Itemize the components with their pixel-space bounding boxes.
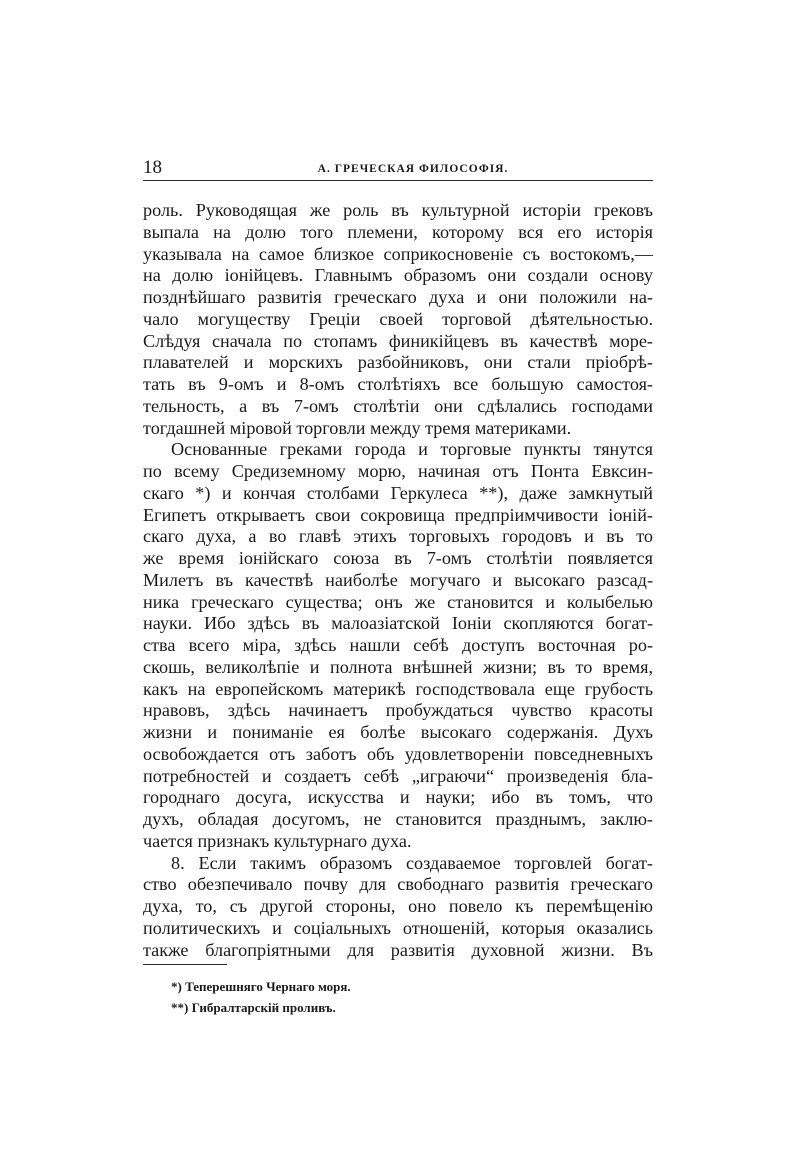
text-line: позднѣйшаго развитія греческаго духа и они положили на-: [143, 287, 653, 307]
text-line: тать въ 9-омъ и 8-омъ столѣтіяхъ все большую самостоя-: [143, 374, 653, 394]
text-line: какъ на европейскомъ материкѣ господствовала еще грубость: [143, 678, 653, 699]
text-line: указывала на самое близкое соприкосновеніе съ востокомъ,—: [143, 243, 653, 264]
text-line: плавателей и морскихъ разбойниковъ, они стали пріобрѣ-: [143, 352, 653, 373]
text-line: тогдашней міровой торговли между тремя материками.: [143, 417, 572, 438]
text-line: жизни и пониманіе ея болѣе высокаго содержанія. Духъ: [143, 722, 653, 742]
text-line: науки. Ибо здѣсь въ малоазіатской Іоніи скопляются богат-: [143, 613, 653, 634]
text-line: ства всего міра, здѣсь нашли себѣ доступъ восточная ро-: [143, 635, 653, 655]
running-head: [143, 158, 653, 181]
text-line: нравовъ, здѣсь начинаетъ пробуждаться чувство красоты: [143, 700, 653, 721]
text-line: Египетъ открываетъ свои сокровища предпріимчивости іоній-: [143, 504, 653, 525]
text-line: городнаго досуга, искусства и науки; ибо въ томъ, что: [143, 787, 653, 808]
footnotes: [171, 976, 351, 1018]
text-line: политическихъ и соціальныхъ отношеній, которыя оказались: [143, 917, 653, 938]
text-line: чало могуществу Греціи своей торговой дѣятельностью.: [143, 308, 653, 329]
text-line: роль. Руководящая же роль въ культурной исторіи грековъ: [143, 200, 653, 220]
text-line: выпала на долю того племени, которому вся его исторія: [143, 221, 653, 242]
text-line: скошь, великолѣпіе и полнота внѣшней жизни; въ то время,: [143, 656, 653, 677]
text-line: на долю іонійцевъ. Главнымъ образомъ они создали основу: [143, 265, 653, 286]
footnote-1: *) Теперешняго Чернаго моря.: [171, 979, 351, 994]
page-number: 18: [143, 157, 162, 178]
text-line: тельность, а въ 7-омъ столѣтіи они сдѣлались господами: [143, 395, 653, 416]
text-line: потребностей и создаетъ себѣ „играючи“ произведенія бла-: [143, 765, 653, 786]
text-line: 8. Если такимъ образомъ создаваемое торговлей богат-: [171, 852, 653, 873]
text-line: Слѣдуя сначала по стопамъ финикійцевъ въ качествѣ море-: [143, 330, 653, 351]
text-line: по всему Средиземному морю, начиная отъ Понта Евксин-: [143, 461, 653, 481]
text-line: чается признакъ культурнаго духа.: [143, 830, 412, 851]
text-line: духа, то, съ другой стороны, оно повело къ перемѣщенію: [143, 896, 653, 916]
text-line: скаго *) и кончая столбами Геркулеса **), даже замкнутый: [143, 482, 653, 503]
text-line: также благопріятными для развитія духовной жизни. Въ: [143, 939, 653, 960]
text-line: духъ, обладая досугомъ, не становится празднымъ, заклю-: [143, 809, 653, 829]
footnote-2: **) Гибралтарскій проливъ.: [171, 1000, 336, 1015]
running-title: А. ГРЕЧЕСКАЯ ФИЛОСОФІЯ.: [317, 163, 509, 175]
text-line: Милетъ въ качествѣ наиболѣе могучаго и высокаго разсад-: [143, 569, 653, 590]
text-line: же время іонійскаго союза въ 7-омъ столѣтіи появляется: [143, 548, 653, 568]
text-line: Основанные греками города и торговые пункты тянутся: [171, 439, 653, 460]
text-line: ство обезпечивало почву для свободнаго развитія греческаго: [143, 874, 653, 895]
text-line: ника греческаго существа; онъ же становится и колыбелью: [143, 591, 653, 612]
footnote-rule: [143, 964, 227, 965]
text-line: скаго духа, а во главѣ этихъ торговыхъ городовъ и въ то: [143, 526, 653, 547]
book-page: [143, 157, 653, 1015]
body-text: [143, 200, 653, 961]
text-line: освобождается отъ заботъ объ удовлетвореніи повседневныхъ: [143, 743, 653, 764]
